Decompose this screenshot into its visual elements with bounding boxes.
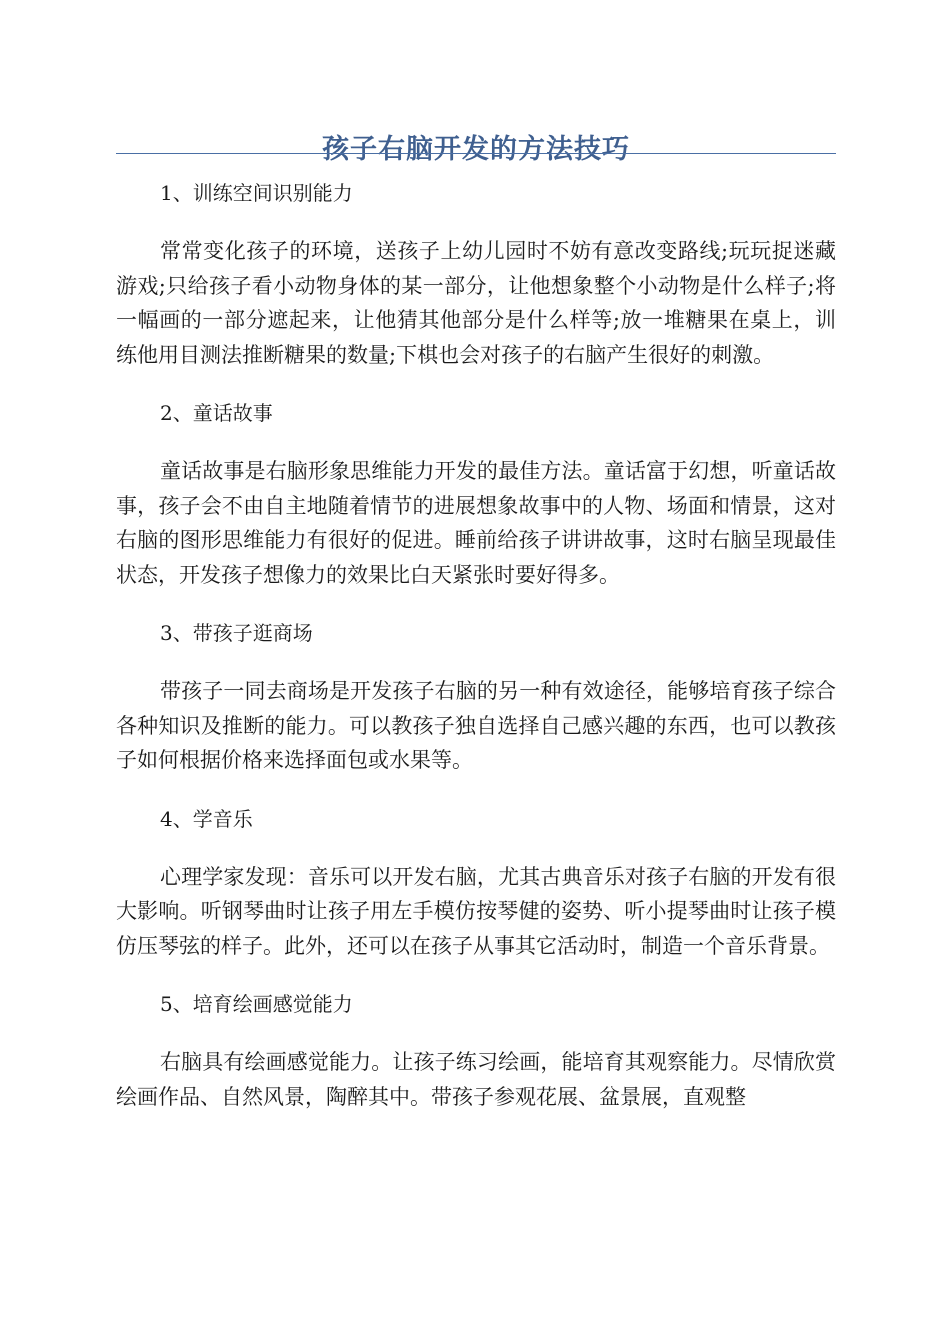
section-paragraph-3: 带孩子一同去商场是开发孩子右脑的另一种有效途径，能够培育孩子综合各种知识及推断的能力。可以教孩子独自选择自己感兴趣的东西，也可以教孩子如何根据价格来选择面包或水果等。 [116, 679, 836, 772]
section-heading-1: 1、训练空间识别能力 [160, 181, 353, 205]
section-paragraph-2: 童话故事是右脑形象思维能力开发的最佳方法。童话富于幻想，听童话故事，孩子会不由自主地随着情节的进展想象故事中的人物、场面和情景，这对右脑的图形思维能力有很好的促进。睡前给孩子讲讲故事，这时右脑呈现最佳状态，开发孩子想像力的效果比白天紧张时要好得多。 [116, 459, 836, 587]
section-paragraph-5: 右脑具有绘画感觉能力。让孩子练习绘画，能培育其观察能力。尽情欣赏绘画作品、自然风景，陶醉其中。带孩子参观花展、盆景展，直观整 [116, 1050, 836, 1109]
section-heading-4: 4、学音乐 [160, 806, 253, 831]
document-body [116, 174, 836, 1136]
section-heading-3: 3、带孩子逛商场 [160, 621, 313, 645]
section-paragraph-4: 心理学家发现：音乐可以开发右脑，尤其古典音乐对孩子右脑的开发有很大影响。听钢琴曲时让孩子用左手模仿按琴健的姿势、听小提琴曲时让孩子模仿压琴弦的样子。此外，还可以在孩子从事其它活动时，制造一个音乐背景。 [116, 864, 836, 958]
document-title: 孩子右脑开发的方法技巧 [322, 134, 630, 166]
section-heading-2: 2、童话故事 [160, 401, 273, 425]
title-underline [116, 153, 836, 154]
section-paragraph-1: 常常变化孩子的环境，送孩子上幼儿园时不妨有意改变路线;玩玩捉迷藏游戏;只给孩子看小动物身体的某一部分，让他想象整个小动物是什么样子;将一幅画的一部分遮起来，让他猜其他部分是什么样等;放一堆糖果在桌上，训练他用目测法推断糖果的数量;下棋也会对孩子的右脑产生很好的刺激。 [116, 239, 836, 367]
section-heading-5: 5、培育绘画感觉能力 [160, 992, 353, 1016]
